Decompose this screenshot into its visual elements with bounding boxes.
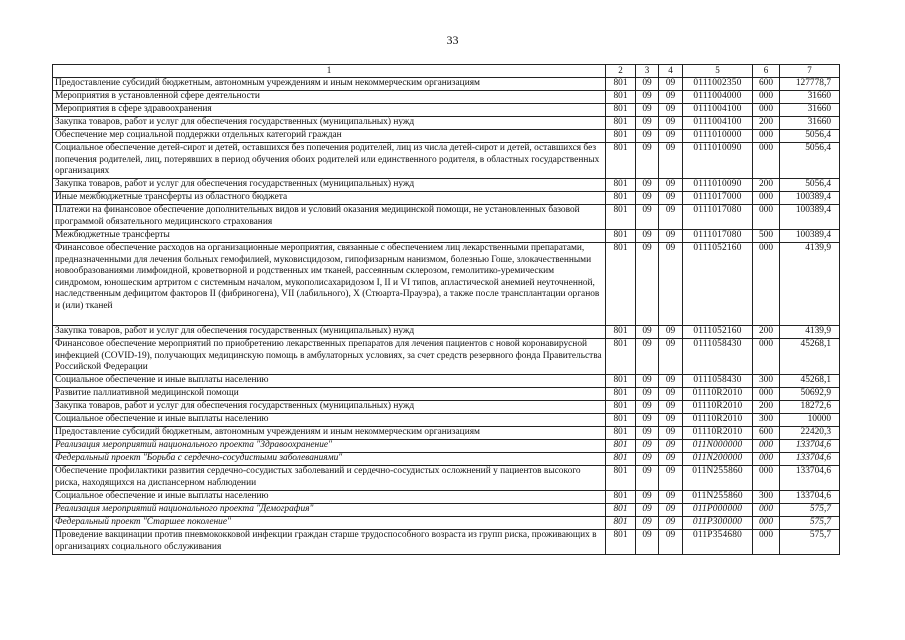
- row-name-cell: Федеральный проект "Борьба с сердечно-сосудистыми заболеваниями": [53, 453, 606, 466]
- row-target-article-cell: 0111010000: [683, 130, 753, 143]
- row-amount-cell: 45268,1: [780, 339, 840, 375]
- row-section-cell: 09: [636, 339, 659, 375]
- row-target-article-cell: 0111058430: [683, 339, 753, 375]
- row-target-article-cell: 0111010090: [683, 179, 753, 192]
- row-amount-cell: 100389,4: [780, 205, 840, 230]
- row-section-cell: 09: [636, 491, 659, 504]
- row-admin-code-cell: 801: [606, 192, 636, 205]
- row-section-cell: 09: [636, 440, 659, 453]
- row-section-cell: 09: [636, 453, 659, 466]
- row-name-cell: Межбюджетные трансферты: [53, 230, 606, 243]
- budget-table: [52, 64, 840, 555]
- row-subsection-cell: 09: [659, 517, 683, 530]
- row-admin-code-cell: 801: [606, 491, 636, 504]
- column-header: 3: [636, 65, 659, 78]
- page-number: 33: [446, 33, 459, 47]
- row-admin-code-cell: 801: [606, 143, 636, 179]
- row-section-cell: 09: [636, 205, 659, 230]
- row-name-cell: Предоставление субсидий бюджетным, автономным учреждениям и иным некоммерческим организациям: [53, 78, 606, 91]
- row-name-cell: Мероприятия в установленной сфере деятельности: [53, 91, 606, 104]
- row-amount-cell: 5056,4: [780, 143, 840, 179]
- row-expense-type-cell: 300: [753, 375, 780, 388]
- row-subsection-cell: 09: [659, 192, 683, 205]
- row-section-cell: 09: [636, 326, 659, 339]
- row-expense-type-cell: 000: [753, 91, 780, 104]
- row-section-cell: 09: [636, 414, 659, 427]
- table-row: [53, 192, 840, 205]
- row-subsection-cell: 09: [659, 491, 683, 504]
- row-admin-code-cell: 801: [606, 440, 636, 453]
- row-subsection-cell: 09: [659, 117, 683, 130]
- row-subsection-cell: 09: [659, 205, 683, 230]
- column-header: 4: [659, 65, 683, 78]
- row-admin-code-cell: 801: [606, 339, 636, 375]
- row-subsection-cell: 09: [659, 504, 683, 517]
- row-name-cell: Проведение вакцинации против пневмококковой инфекции граждан старше трудоспособного возраста из групп риска, проживающих в организациях социального обслуживания: [53, 530, 606, 555]
- table-row: [53, 453, 840, 466]
- row-target-article-cell: 011N255860: [683, 466, 753, 491]
- row-name-cell: Финансовое обеспечение мероприятий по приобретению лекарственных препаратов для лечения пациентов с новой коронавирусной инфекцией (COVID-19), получающих медицинскую помощь в амбулаторных условиях, за счет средств резервного фонда Правительства Российской Федерации: [53, 339, 606, 375]
- row-name-cell: Федеральный проект "Старшее поколение": [53, 517, 606, 530]
- table-row: [53, 230, 840, 243]
- row-section-cell: 09: [636, 427, 659, 440]
- row-name-cell: Социальное обеспечение и иные выплаты населению: [53, 375, 606, 388]
- column-header: 5: [683, 65, 753, 78]
- row-expense-type-cell: 300: [753, 491, 780, 504]
- row-target-article-cell: 01110R2010: [683, 401, 753, 414]
- row-name-cell: Мероприятия в сфере здравоохранения: [53, 104, 606, 117]
- row-subsection-cell: 09: [659, 530, 683, 555]
- row-expense-type-cell: 200: [753, 179, 780, 192]
- row-expense-type-cell: 000: [753, 205, 780, 230]
- row-subsection-cell: 09: [659, 326, 683, 339]
- row-subsection-cell: 09: [659, 453, 683, 466]
- row-subsection-cell: 09: [659, 179, 683, 192]
- row-expense-type-cell: 600: [753, 427, 780, 440]
- row-name-cell: Обеспечение профилактики развития сердечно-сосудистых заболеваний и сердечно-сосудистых осложнений у пациентов высокого риска, находящихся на диспансерном наблюдении: [53, 466, 606, 491]
- row-name-cell: Закупка товаров, работ и услуг для обеспечения государственных (муниципальных) нужд: [53, 117, 606, 130]
- row-expense-type-cell: 000: [753, 192, 780, 205]
- row-target-article-cell: 0111004100: [683, 117, 753, 130]
- row-target-article-cell: 01110R2010: [683, 427, 753, 440]
- row-expense-type-cell: 200: [753, 326, 780, 339]
- row-amount-cell: 575,7: [780, 530, 840, 555]
- column-header: 2: [606, 65, 636, 78]
- row-admin-code-cell: 801: [606, 453, 636, 466]
- row-subsection-cell: 09: [659, 104, 683, 117]
- row-section-cell: 09: [636, 78, 659, 91]
- row-subsection-cell: 09: [659, 401, 683, 414]
- row-amount-cell: 31660: [780, 104, 840, 117]
- row-target-article-cell: 01110R2010: [683, 388, 753, 401]
- row-amount-cell: 4139,9: [780, 326, 840, 339]
- row-subsection-cell: 09: [659, 339, 683, 375]
- row-expense-type-cell: 000: [753, 453, 780, 466]
- table-row: [53, 530, 840, 555]
- row-admin-code-cell: 801: [606, 130, 636, 143]
- row-section-cell: 09: [636, 230, 659, 243]
- row-expense-type-cell: 000: [753, 243, 780, 326]
- row-section-cell: 09: [636, 517, 659, 530]
- row-subsection-cell: 09: [659, 375, 683, 388]
- row-admin-code-cell: 801: [606, 104, 636, 117]
- row-section-cell: 09: [636, 104, 659, 117]
- row-subsection-cell: 09: [659, 143, 683, 179]
- row-amount-cell: 575,7: [780, 504, 840, 517]
- row-target-article-cell: 01110R2010: [683, 414, 753, 427]
- row-target-article-cell: 011N255860: [683, 491, 753, 504]
- row-name-cell: Закупка товаров, работ и услуг для обеспечения государственных (муниципальных) нужд: [53, 326, 606, 339]
- row-section-cell: 09: [636, 192, 659, 205]
- row-amount-cell: 5056,4: [780, 130, 840, 143]
- row-section-cell: 09: [636, 401, 659, 414]
- row-subsection-cell: 09: [659, 91, 683, 104]
- row-target-article-cell: 0111004100: [683, 104, 753, 117]
- table-row: [53, 104, 840, 117]
- row-section-cell: 09: [636, 117, 659, 130]
- row-admin-code-cell: 801: [606, 427, 636, 440]
- row-amount-cell: 4139,9: [780, 243, 840, 326]
- table-row: [53, 91, 840, 104]
- row-target-article-cell: 0111017080: [683, 230, 753, 243]
- row-amount-cell: 31660: [780, 91, 840, 104]
- row-name-cell: Финансовое обеспечение расходов на организационные мероприятия, связанные с обеспечением лиц лекарственными препаратами, предназначенными для лечения больных гемофилией, муковисцидозом, гипофизарным нанизмом, болезнью Гоше, злокачественными новообразованиями лимфоидной, кроветворной и родственных им тканей, рассеянным склерозом, гемолитико-уремическим синдромом, юношеским артритом с системным началом, мукополисахаридозом I, II и VI типов, апластической анемией неуточненной, наследственным дефицитом факторов II (фибриногена), VII (лабильного), X (Стюарта-Прауэра), а также после трансплантации органов и (или) тканей: [53, 243, 606, 326]
- table-row: [53, 243, 840, 326]
- row-amount-cell: 133704,6: [780, 491, 840, 504]
- row-section-cell: 09: [636, 375, 659, 388]
- row-expense-type-cell: 000: [753, 504, 780, 517]
- table-row: [53, 117, 840, 130]
- row-target-article-cell: 011P354680: [683, 530, 753, 555]
- row-amount-cell: 100389,4: [780, 192, 840, 205]
- row-admin-code-cell: 801: [606, 530, 636, 555]
- row-name-cell: Платежи на финансовое обеспечение дополнительных видов и условий оказания медицинской помощи, не установленных базовой программой обязательного медицинского страхования: [53, 205, 606, 230]
- row-name-cell: Предоставление субсидий бюджетным, автономным учреждениям и иным некоммерческим организациям: [53, 427, 606, 440]
- row-expense-type-cell: 300: [753, 414, 780, 427]
- row-expense-type-cell: 200: [753, 401, 780, 414]
- row-amount-cell: 575,7: [780, 517, 840, 530]
- table-row: [53, 504, 840, 517]
- row-name-cell: Закупка товаров, работ и услуг для обеспечения государственных (муниципальных) нужд: [53, 401, 606, 414]
- row-amount-cell: 133704,6: [780, 466, 840, 491]
- table-row: [53, 401, 840, 414]
- table-row: [53, 491, 840, 504]
- table-row: [53, 388, 840, 401]
- row-target-article-cell: 0111002350: [683, 78, 753, 91]
- row-name-cell: Иные межбюджетные трансферты из областного бюджета: [53, 192, 606, 205]
- row-target-article-cell: 0111017080: [683, 205, 753, 230]
- column-header: 6: [753, 65, 780, 78]
- row-admin-code-cell: 801: [606, 91, 636, 104]
- row-target-article-cell: 0111017000: [683, 192, 753, 205]
- row-target-article-cell: 011N200000: [683, 453, 753, 466]
- row-name-cell: Социальное обеспечение и иные выплаты населению: [53, 414, 606, 427]
- row-admin-code-cell: 801: [606, 230, 636, 243]
- row-amount-cell: 5056,4: [780, 179, 840, 192]
- table-row: [53, 130, 840, 143]
- row-subsection-cell: 09: [659, 243, 683, 326]
- header-row: [53, 65, 840, 78]
- table-row: [53, 205, 840, 230]
- row-amount-cell: 18272,6: [780, 401, 840, 414]
- row-amount-cell: 127778,7: [780, 78, 840, 91]
- row-target-article-cell: 0111052160: [683, 243, 753, 326]
- row-expense-type-cell: 000: [753, 130, 780, 143]
- table-row: [53, 466, 840, 491]
- row-admin-code-cell: 801: [606, 117, 636, 130]
- column-header: 1: [53, 65, 606, 78]
- row-admin-code-cell: 801: [606, 243, 636, 326]
- row-name-cell: Социальное обеспечение и иные выплаты населению: [53, 491, 606, 504]
- row-admin-code-cell: 801: [606, 517, 636, 530]
- row-expense-type-cell: 000: [753, 143, 780, 179]
- row-subsection-cell: 09: [659, 388, 683, 401]
- table-row: [53, 339, 840, 375]
- row-amount-cell: 50692,9: [780, 388, 840, 401]
- row-target-article-cell: 0111010090: [683, 143, 753, 179]
- row-name-cell: Реализация мероприятий национального проекта "Здравоохранение": [53, 440, 606, 453]
- row-section-cell: 09: [636, 388, 659, 401]
- row-expense-type-cell: 000: [753, 466, 780, 491]
- row-amount-cell: 45268,1: [780, 375, 840, 388]
- row-admin-code-cell: 801: [606, 401, 636, 414]
- row-section-cell: 09: [636, 504, 659, 517]
- row-section-cell: 09: [636, 530, 659, 555]
- row-admin-code-cell: 801: [606, 466, 636, 491]
- row-admin-code-cell: 801: [606, 504, 636, 517]
- row-target-article-cell: 0111058430: [683, 375, 753, 388]
- row-section-cell: 09: [636, 130, 659, 143]
- row-expense-type-cell: 600: [753, 78, 780, 91]
- row-expense-type-cell: 000: [753, 517, 780, 530]
- row-admin-code-cell: 801: [606, 414, 636, 427]
- row-admin-code-cell: 801: [606, 179, 636, 192]
- row-admin-code-cell: 801: [606, 326, 636, 339]
- row-target-article-cell: 0111004000: [683, 91, 753, 104]
- row-name-cell: Социальное обеспечение детей-сирот и детей, оставшихся без попечения родителей, лиц из числа детей-сирот и детей, оставшихся без попечения родителей, лиц, потерявших в период обучения обоих родителей или единственного родителя, в областных государственных организациях: [53, 143, 606, 179]
- row-expense-type-cell: 000: [753, 440, 780, 453]
- row-name-cell: Развитие паллиативной медицинской помощи: [53, 388, 606, 401]
- row-section-cell: 09: [636, 91, 659, 104]
- table-row: [53, 414, 840, 427]
- column-header: 7: [780, 65, 840, 78]
- table-row: [53, 517, 840, 530]
- row-subsection-cell: 09: [659, 78, 683, 91]
- row-section-cell: 09: [636, 243, 659, 326]
- row-target-article-cell: 011N000000: [683, 440, 753, 453]
- row-name-cell: Обеспечение мер социальной поддержки отдельных категорий граждан: [53, 130, 606, 143]
- row-expense-type-cell: 200: [753, 117, 780, 130]
- row-expense-type-cell: 000: [753, 339, 780, 375]
- row-amount-cell: 133704,6: [780, 440, 840, 453]
- table-row: [53, 375, 840, 388]
- row-section-cell: 09: [636, 143, 659, 179]
- row-subsection-cell: 09: [659, 427, 683, 440]
- row-admin-code-cell: 801: [606, 388, 636, 401]
- row-amount-cell: 31660: [780, 117, 840, 130]
- row-target-article-cell: 011P000000: [683, 504, 753, 517]
- row-amount-cell: 100389,4: [780, 230, 840, 243]
- row-subsection-cell: 09: [659, 414, 683, 427]
- row-target-article-cell: 0111052160: [683, 326, 753, 339]
- row-subsection-cell: 09: [659, 440, 683, 453]
- table-row: [53, 440, 840, 453]
- row-amount-cell: 133704,6: [780, 453, 840, 466]
- row-expense-type-cell: 500: [753, 230, 780, 243]
- row-subsection-cell: 09: [659, 230, 683, 243]
- table-row: [53, 427, 840, 440]
- row-amount-cell: 22420,3: [780, 427, 840, 440]
- row-expense-type-cell: 000: [753, 530, 780, 555]
- row-admin-code-cell: 801: [606, 375, 636, 388]
- row-subsection-cell: 09: [659, 466, 683, 491]
- row-target-article-cell: 011P300000: [683, 517, 753, 530]
- row-subsection-cell: 09: [659, 130, 683, 143]
- row-name-cell: Реализация мероприятий национального проекта "Демография": [53, 504, 606, 517]
- table-row: [53, 143, 840, 179]
- table-row: [53, 179, 840, 192]
- row-admin-code-cell: 801: [606, 205, 636, 230]
- row-section-cell: 09: [636, 466, 659, 491]
- row-expense-type-cell: 000: [753, 104, 780, 117]
- row-admin-code-cell: 801: [606, 78, 636, 91]
- row-expense-type-cell: 000: [753, 388, 780, 401]
- row-name-cell: Закупка товаров, работ и услуг для обеспечения государственных (муниципальных) нужд: [53, 179, 606, 192]
- row-amount-cell: 10000: [780, 414, 840, 427]
- table-row: [53, 78, 840, 91]
- row-section-cell: 09: [636, 179, 659, 192]
- table-row: [53, 326, 840, 339]
